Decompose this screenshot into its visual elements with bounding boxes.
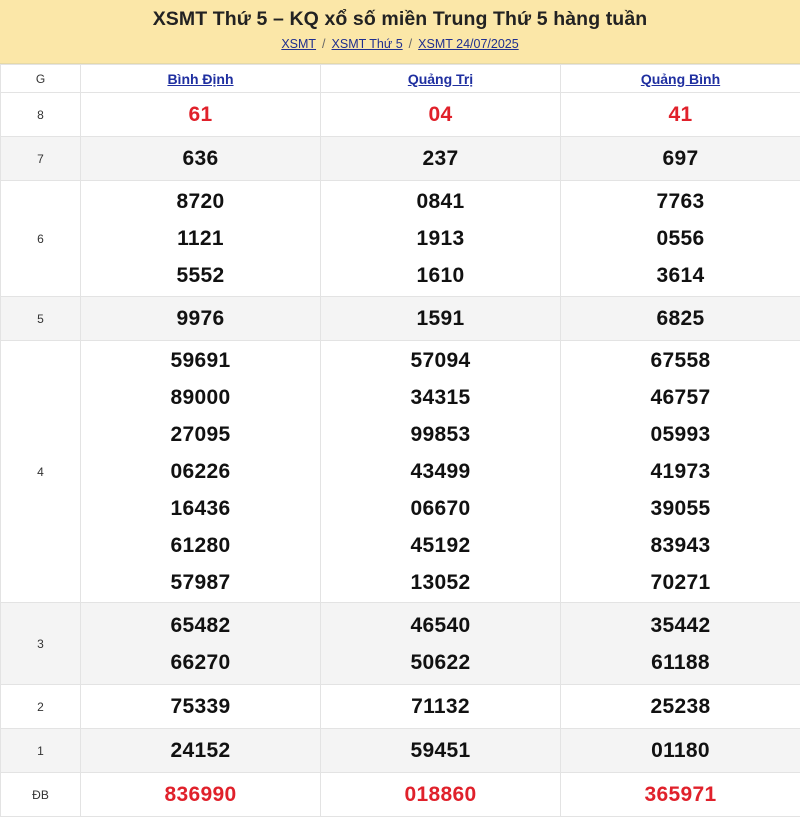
result-cell [81, 603, 321, 685]
breadcrumb-xsmt[interactable]: XSMT [281, 37, 316, 51]
result-number: 16436 [81, 490, 320, 527]
result-number: 39055 [561, 490, 800, 527]
result-number: 43499 [321, 453, 560, 490]
prize-label: 1 [1, 729, 81, 773]
result-cell [321, 685, 561, 729]
table-row [1, 137, 800, 181]
result-number: 1610 [321, 257, 560, 294]
prize-label: 3 [1, 603, 81, 685]
province-header [321, 65, 561, 93]
table-row [1, 181, 800, 297]
result-cell [81, 297, 321, 341]
province-link-binh-dinh[interactable]: Bình Định [167, 71, 233, 87]
province-link-quang-tri[interactable]: Quảng Trị [408, 71, 473, 87]
result-number: 836990 [81, 776, 320, 813]
breadcrumb-separator: / [409, 37, 412, 51]
result-cell [81, 341, 321, 603]
result-number: 04 [321, 96, 560, 133]
result-number: 0556 [561, 220, 800, 257]
result-cell [321, 137, 561, 181]
result-cell [321, 341, 561, 603]
page-header [0, 0, 800, 64]
prize-label: 8 [1, 93, 81, 137]
result-cell [81, 93, 321, 137]
prize-column-header: G [1, 65, 81, 93]
province-header [561, 65, 800, 93]
result-number: 3614 [561, 257, 800, 294]
result-number: 57094 [321, 342, 560, 379]
result-number: 27095 [81, 416, 320, 453]
result-cell [81, 181, 321, 297]
result-number: 018860 [321, 776, 560, 813]
breadcrumb-date[interactable]: XSMT 24/07/2025 [418, 37, 519, 51]
result-number: 71132 [321, 688, 560, 725]
result-cell [81, 729, 321, 773]
table-row [1, 603, 800, 685]
result-cell [561, 341, 800, 603]
prize-label: ĐB [1, 773, 81, 817]
breadcrumb-separator: / [322, 37, 325, 51]
result-number: 70271 [561, 564, 800, 601]
result-number: 41973 [561, 453, 800, 490]
result-number: 5552 [81, 257, 320, 294]
table-row [1, 297, 800, 341]
result-cell [321, 729, 561, 773]
result-number: 46757 [561, 379, 800, 416]
result-number: 61 [81, 96, 320, 133]
result-number: 13052 [321, 564, 560, 601]
result-number: 59451 [321, 732, 560, 769]
result-cell [561, 685, 800, 729]
result-number: 41 [561, 96, 800, 133]
result-number: 66270 [81, 644, 320, 681]
result-cell [561, 773, 800, 817]
result-number: 46540 [321, 607, 560, 644]
results-body [1, 93, 800, 817]
result-cell [81, 685, 321, 729]
result-number: 01180 [561, 732, 800, 769]
result-number: 65482 [81, 607, 320, 644]
results-table [0, 64, 800, 817]
result-cell [321, 297, 561, 341]
result-number: 8720 [81, 183, 320, 220]
result-number: 365971 [561, 776, 800, 813]
result-number: 06670 [321, 490, 560, 527]
result-number: 61188 [561, 644, 800, 681]
result-number: 05993 [561, 416, 800, 453]
result-cell [321, 181, 561, 297]
result-cell [321, 93, 561, 137]
result-number: 61280 [81, 527, 320, 564]
result-number: 45192 [321, 527, 560, 564]
result-number: 1913 [321, 220, 560, 257]
result-number: 35442 [561, 607, 800, 644]
result-cell [321, 773, 561, 817]
province-header [81, 65, 321, 93]
result-cell [561, 181, 800, 297]
table-row [1, 341, 800, 603]
breadcrumb [0, 37, 800, 51]
prize-label: 7 [1, 137, 81, 181]
result-number: 237 [321, 140, 560, 177]
result-cell [561, 137, 800, 181]
result-number: 75339 [81, 688, 320, 725]
result-number: 50622 [321, 644, 560, 681]
result-number: 6825 [561, 300, 800, 337]
prize-label: 2 [1, 685, 81, 729]
table-header-row [1, 65, 800, 93]
result-number: 25238 [561, 688, 800, 725]
table-row [1, 93, 800, 137]
result-number: 7763 [561, 183, 800, 220]
result-number: 57987 [81, 564, 320, 601]
province-link-quang-binh[interactable]: Quảng Bình [641, 71, 720, 87]
result-number: 636 [81, 140, 320, 177]
result-number: 34315 [321, 379, 560, 416]
result-number: 06226 [81, 453, 320, 490]
prize-label: 4 [1, 341, 81, 603]
page-title: XSMT Thứ 5 – KQ xổ số miền Trung Thứ 5 hàng tuần [0, 0, 800, 31]
table-row [1, 729, 800, 773]
result-cell [561, 297, 800, 341]
result-cell [561, 603, 800, 685]
result-number: 59691 [81, 342, 320, 379]
table-row [1, 685, 800, 729]
result-number: 83943 [561, 527, 800, 564]
result-number: 1591 [321, 300, 560, 337]
result-cell [321, 603, 561, 685]
result-cell [81, 137, 321, 181]
result-number: 697 [561, 140, 800, 177]
breadcrumb-xsmt-thu-5[interactable]: XSMT Thứ 5 [332, 37, 403, 51]
result-number: 24152 [81, 732, 320, 769]
result-number: 0841 [321, 183, 560, 220]
prize-label: 6 [1, 181, 81, 297]
table-row [1, 773, 800, 817]
result-number: 99853 [321, 416, 560, 453]
result-cell [561, 93, 800, 137]
result-number: 89000 [81, 379, 320, 416]
result-number: 9976 [81, 300, 320, 337]
prize-label: 5 [1, 297, 81, 341]
result-cell [561, 729, 800, 773]
result-cell [81, 773, 321, 817]
result-number: 67558 [561, 342, 800, 379]
result-number: 1121 [81, 220, 320, 257]
